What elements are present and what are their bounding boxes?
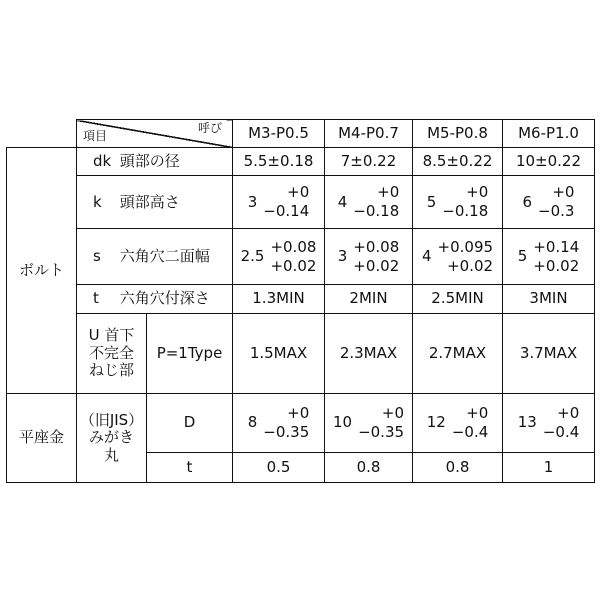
size-header: M5-P0.8: [413, 120, 503, 148]
name-s: 六角穴二面幅: [119, 246, 210, 265]
washer-label-line: 丸: [103, 445, 119, 464]
tol-base: 8: [247, 413, 258, 432]
size-header: M4-P0.7: [325, 120, 413, 148]
cell-t-washer: 0.8: [325, 452, 413, 482]
tol-lower: +0.02: [533, 256, 580, 275]
symbol-t: t: [93, 289, 99, 308]
cell-k: [503, 176, 595, 228]
name-dk: 頭部の径: [119, 152, 180, 171]
tol-upper: +0.08: [353, 237, 400, 256]
header-row: [7, 120, 595, 148]
tol-upper: +0: [466, 183, 489, 202]
tol-lower: +0.02: [353, 256, 400, 275]
cell-t-washer: 1: [503, 452, 595, 482]
tol-upper: +0: [552, 183, 575, 202]
name-k: 頭部高さ: [119, 192, 180, 211]
tol-base: 5: [517, 246, 528, 265]
row-k: [7, 176, 595, 228]
tol-upper: +0: [466, 404, 489, 423]
tol-upper: +0.14: [533, 237, 580, 256]
tol-lower: −0.18: [353, 202, 400, 221]
tol-upper: +0.08: [270, 237, 317, 256]
row-dk: [7, 148, 595, 176]
cell-s: [325, 228, 413, 284]
group-label-washer: 平座金: [7, 394, 77, 483]
tol-base: 3: [247, 192, 258, 211]
row-label-k: [77, 176, 233, 228]
u-type: P=1Type: [147, 313, 233, 394]
cell-k: [325, 176, 413, 228]
row-label-u: [77, 313, 147, 394]
header-diagonal-cell: [77, 120, 233, 148]
cell-t: 1.3MIN: [233, 285, 325, 313]
cell-u: 3.7MAX: [503, 313, 595, 394]
tol-upper: +0: [557, 404, 580, 423]
spec-table: [6, 119, 595, 483]
tol-lower: −0.35: [263, 422, 310, 441]
tol-base: 10: [332, 413, 353, 432]
size-header: M3-P0.5: [233, 120, 325, 148]
group-label-bolt: ボルト: [7, 148, 77, 394]
symbol-D: D: [147, 394, 233, 452]
tol-upper: +0: [287, 404, 310, 423]
name-t: 六角穴付深さ: [119, 289, 210, 308]
u-label-line: U 首下: [88, 326, 135, 345]
tol-base: 6: [522, 192, 533, 211]
row-D: [7, 394, 595, 452]
call-label: 呼び: [197, 121, 222, 135]
tol-base: 13: [517, 413, 537, 432]
tol-upper: +0: [377, 183, 400, 202]
tol-base: 4: [421, 246, 432, 265]
tol-base: 5: [426, 192, 437, 211]
cell-t: 2.5MIN: [413, 285, 503, 313]
cell-dk: 8.5±0.22: [413, 148, 503, 176]
cell-D: [413, 394, 503, 452]
symbol-t-washer: t: [147, 452, 233, 482]
symbol-s: s: [93, 246, 101, 265]
washer-label-line: みがき: [88, 428, 134, 447]
u-label-line: 不完全: [88, 343, 134, 362]
cell-u: 2.3MAX: [325, 313, 413, 394]
tol-lower: −0.4: [542, 422, 580, 441]
cell-k: [233, 176, 325, 228]
cell-t-washer: 0.5: [233, 452, 325, 482]
cell-t: 3MIN: [503, 285, 595, 313]
tol-lower: +0.02: [447, 256, 494, 275]
item-label: 項目: [83, 129, 108, 144]
cell-t: 2MIN: [325, 285, 413, 313]
tol-base: 12: [426, 413, 446, 432]
cell-dk: 7±0.22: [325, 148, 413, 176]
symbol-dk: dk: [93, 152, 112, 171]
symbol-k: k: [93, 192, 102, 211]
tol-lower: −0.14: [263, 202, 310, 221]
cell-D: [503, 394, 595, 452]
row-label-dk: [77, 148, 233, 176]
cell-dk: 5.5±0.18: [233, 148, 325, 176]
tol-upper: +0.095: [437, 237, 494, 256]
cell-dk: 10±0.22: [503, 148, 595, 176]
tol-lower: −0.3: [538, 202, 575, 221]
washer-sub-label: [77, 394, 147, 483]
row-t-bolt: [7, 285, 595, 313]
row-label-s: [77, 228, 233, 284]
cell-s: [503, 228, 595, 284]
tol-lower: −0.18: [442, 202, 489, 221]
row-s: [7, 228, 595, 284]
tol-lower: −0.4: [451, 422, 489, 441]
tol-base: 2.5: [240, 246, 265, 265]
cell-t-washer: 0.8: [413, 452, 503, 482]
cell-D: [233, 394, 325, 452]
size-header: M6-P1.0: [503, 120, 595, 148]
tol-upper: +0: [287, 183, 310, 202]
cell-k: [413, 176, 503, 228]
cell-s: [413, 228, 503, 284]
tol-base: 3: [337, 246, 348, 265]
cell-D: [325, 394, 413, 452]
row-u: [7, 313, 595, 394]
u-label-line: ねじ部: [88, 360, 134, 379]
tol-lower: −0.35: [358, 422, 405, 441]
washer-label-line: （旧JIS）: [79, 411, 144, 430]
tol-lower: +0.02: [270, 256, 317, 275]
cell-u: 1.5MAX: [233, 313, 325, 394]
cell-u: 2.7MAX: [413, 313, 503, 394]
cell-s: [233, 228, 325, 284]
tol-upper: +0: [381, 404, 405, 423]
corner-cell: [7, 120, 77, 148]
tol-base: 4: [337, 192, 348, 211]
row-label-t: [77, 285, 233, 313]
